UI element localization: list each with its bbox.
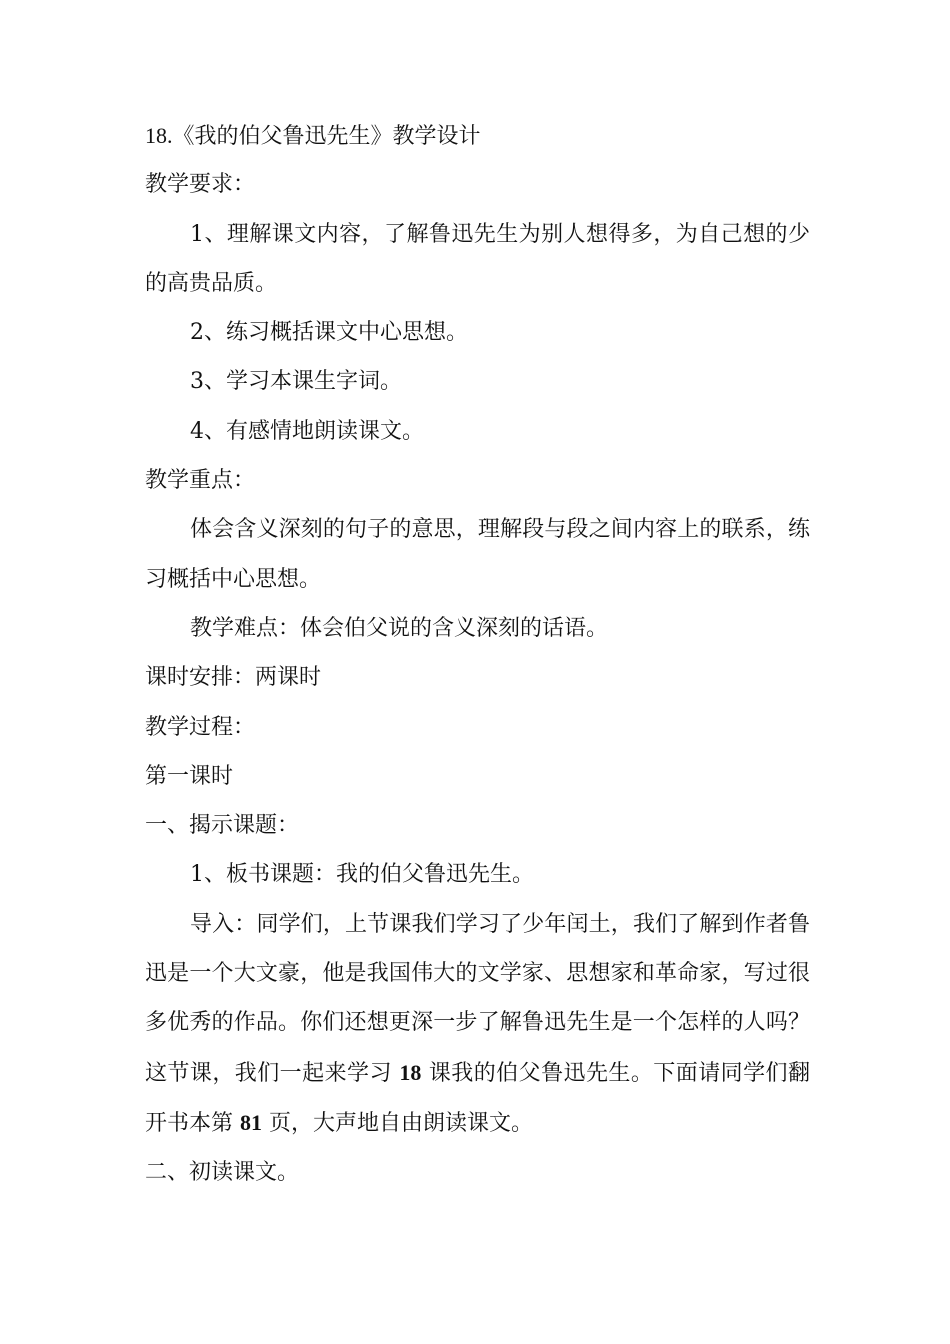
requirement-item-1: 1、理解课文内容，了解鲁迅先生为别人想得多，为自己想的少的高贵品质。 (145, 221, 810, 296)
intro-text-part1: 导入：同学们，上节课我们学习了少年闰土，我们了解到作者鲁迅是一个大文豪，他是我国伟大的文学家、思想家和革命家，写过很多优秀的作品。你们还想更深一步了解鲁迅先生是一个怎样的人吗？这节课，我们一起来学习 (145, 911, 810, 1086)
intro-text-part2: 课我的伯父鲁迅先生。下面请同学们翻开书本第 (145, 1060, 810, 1136)
intro-page-number: 81 (240, 1109, 263, 1135)
key-points-text: 体会含义深刻的句子的意思，理解段与段之间内容上的联系，练习概括中心思想。 (145, 517, 810, 592)
requirement-item-4: 4、有感情地朗读课文。 (190, 418, 424, 444)
board-title-item: 1、板书课题：我的伯父鲁迅先生。 (190, 862, 534, 888)
title-text: 《我的伯父鲁迅先生》教学设计 (172, 124, 481, 149)
schedule-text: 课时安排：两课时 (145, 665, 322, 691)
process-heading: 教学过程： (145, 714, 256, 740)
difficulty-text: 教学难点：体会伯父说的含义深刻的话语。 (190, 615, 609, 641)
intro-paragraph (145, 900, 810, 1148)
requirement-item-2: 2、练习概括课文中心思想。 (190, 320, 468, 346)
title-number: 18. (145, 123, 173, 148)
requirement-item-3: 3、学习本课生字词。 (190, 369, 402, 395)
lesson-one-heading: 第一课时 (145, 763, 234, 789)
intro-lesson-number: 18 (399, 1059, 422, 1085)
requirements-heading: 教学要求： (145, 172, 256, 198)
key-points-heading: 教学重点： (145, 468, 256, 494)
document-body (145, 111, 810, 1198)
section-one-heading: 一、揭示课题： (145, 813, 300, 839)
intro-text-part3: 页，大声地自由朗读课文。 (269, 1110, 534, 1136)
section-two-heading: 二、初读课文。 (145, 1160, 300, 1186)
document-title (145, 111, 810, 160)
